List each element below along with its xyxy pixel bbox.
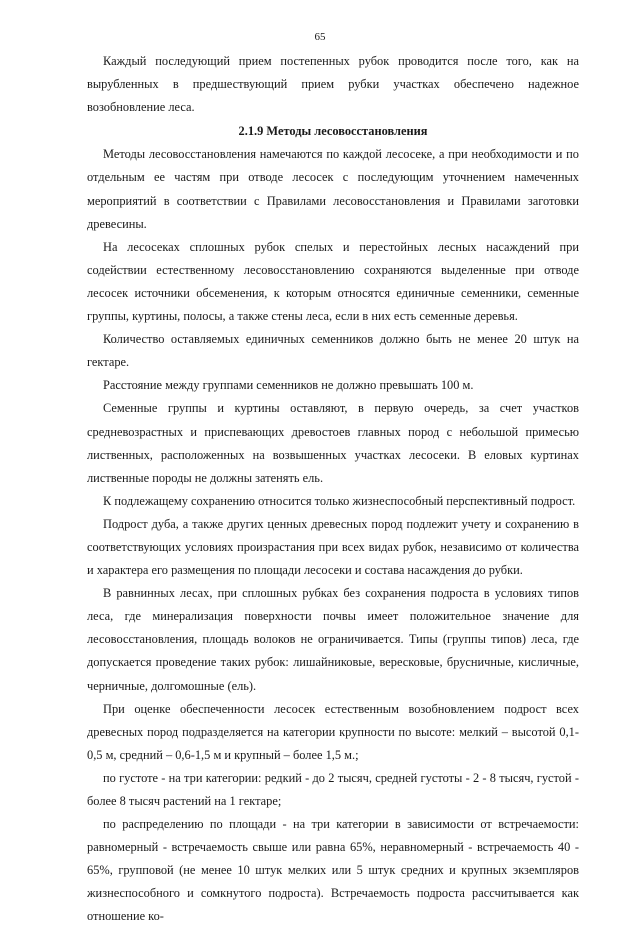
page-number: 65: [314, 31, 326, 43]
paragraph: Каждый последующий прием постепенных рубок проводится после того, как на вырубленных в предшествующий прием рубки участках обеспечено надежное возобновление леса.: [87, 54, 579, 115]
paragraph: Подрост дуба, а также других ценных древесных пород подлежит учету и сохранению в соответствующих условиях произрастания при всех видах рубок, независимо от количества и характера его размещения по площади лесосеки и состава насаждения до рубки.: [87, 516, 579, 578]
paragraph: по распределению по площади - на три категории в зависимости от встречаемости: равномерный - встречаемость свыше или равна 65%, неравномерный - встречаемость 40 - 65%, групповой (не менее 10 штук мелких или 5 штук средних и крупных экземпляров жизнеспособного и сомкнутого подроста). Встречаемость подроста рассчитывается как отношение ко-: [87, 817, 579, 924]
paragraph: На лесосеках сплошных рубок спелых и перестойных лесных насаждений при содействии естественному лесовосстановлению сохраняются выделенные при отводе лесосек источники обсеменения, к которым относятся единичные семенники, семенные группы, куртины, полосы, а также стены леса, если в них есть семенные деревья.: [87, 239, 579, 324]
paragraph: Расстояние между группами семенников не должно превышать 100 м.: [103, 378, 474, 393]
paragraph: К подлежащему сохранению относится только жизнеспособный перспективный подрост.: [103, 493, 576, 508]
paragraph: Количество оставляемых единичных семенников должно быть не менее 20 штук на гектаре.: [87, 332, 579, 370]
section-title: 2.1.9 Методы лесовосстановления: [238, 124, 428, 139]
paragraph: Методы лесовосстановления намечаются по каждой лесосеке, а при необходимости и по отдельным ее частям при отводе лесосек с последующим уточнением намеченных мероприятий в соответствии с Правилами лесовосстановления и Правилами заготовки древесины.: [87, 147, 579, 231]
paragraph: Семенные группы и куртины оставляют, в первую очередь, за счет участков средневозрастных и приспевающих древостоев главных пород с небольшой примесью лиственных, расположенных на возвышенных участках лесосеки. В еловых куртинах лиственные породы не должны затенять ель.: [87, 401, 579, 485]
document-body: [87, 50, 579, 929]
paragraph: В равнинных лесах, при сплошных рубках без сохранения подроста в условиях типов леса, где минерализация поверхности почвы имеет положительное значение для лесовосстановления, площадь волоков не ограничивается. Типы (группы типов) леса, где допускается проведение таких рубок: лишайниковые, вересковые, брусничные, кисличные, черничные, долгомошные (ель).: [87, 586, 579, 693]
paragraph: по густоте - на три категории: редкий - до 2 тысяч, средней густоты - 2 - 8 тысяч, густой - более 8 тысяч растений на 1 гектаре;: [87, 770, 579, 808]
paragraph: При оценке обеспеченности лесосек естественным возобновлением подрост всех древесных пород подразделяется на категории крупности по высоте: мелкий – высотой 0,1-0,5 м, средний – 0,6-1,5 м и крупный – более 1,5 м.;: [87, 701, 579, 762]
